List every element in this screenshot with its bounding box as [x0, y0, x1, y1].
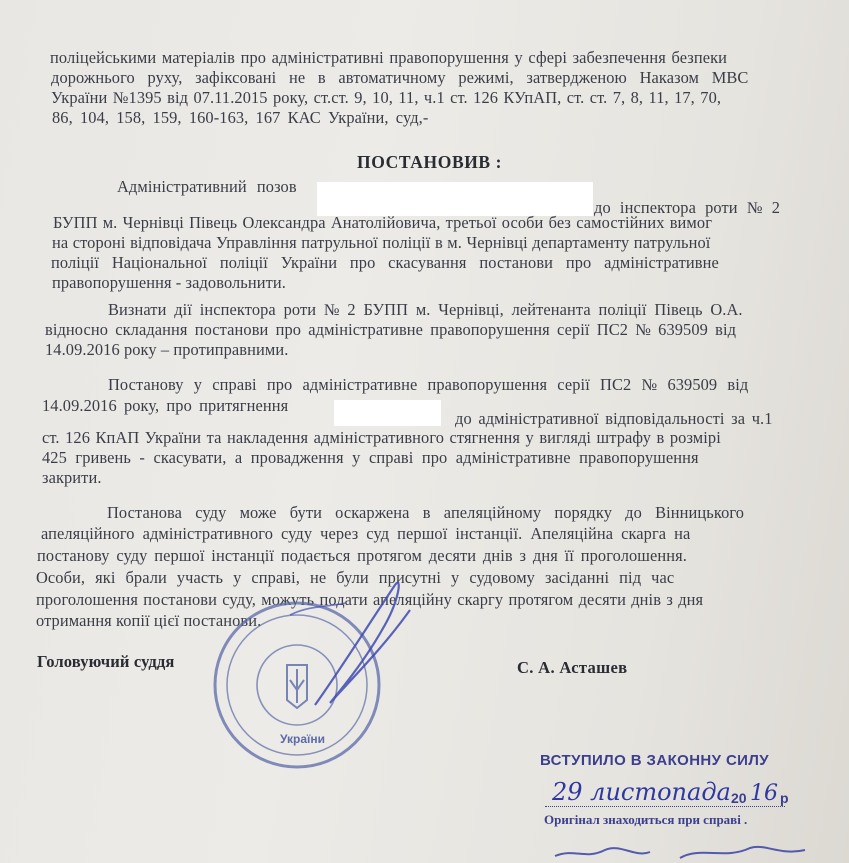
- resolution-heading: ПОСТАНОВИВ :: [357, 152, 503, 172]
- text-line: Адміністративний позов: [117, 177, 297, 196]
- seal-label: України: [280, 732, 326, 746]
- text-line: Визнати дії інспектора роти № 2 БУПП м. Чернівці, лейтенанта поліції Півець О.А.: [108, 300, 743, 319]
- judge-signature: [270, 575, 420, 720]
- stamp-year-handwritten: 16: [750, 781, 778, 806]
- text-line: 14.09.2016 року – протиправними.: [45, 340, 289, 359]
- text-line: проголошення постанови суду, можуть подати апеляційну скаргу протягом десяти днів з дня: [36, 590, 704, 609]
- text-line: 425 гривень - скасувати, а провадження у справі про адміністративне правопорушення: [42, 448, 699, 467]
- judge-name: С. А. Асташев: [517, 658, 628, 677]
- text-line: України №1395 від 07.11.2015 року, ст.ст. 9, 10, 11, ч.1 ст. 126 КУпАП, ст. ст. 7, 8, 11, 17, 70,: [51, 88, 722, 107]
- redaction-box: [317, 182, 593, 216]
- stamp-date-underline: [545, 806, 785, 807]
- text-line: апеляційного адміністративного суду через суд першої інстанції. Апеляційна скарга на: [41, 524, 691, 543]
- text-line: БУПП м. Чернівці Півець Олександра Анатолійовича, третьої особи без самостійних вимог: [53, 213, 713, 232]
- text-line: 14.09.2016 року, про притягнення: [42, 396, 289, 415]
- text-line: Постанову у справі про адміністративне правопорушення серії ПС2 № 639509 від: [108, 375, 749, 394]
- text-line: дорожнього руху, зафіксовані не в автоматичному режимі, затвердженою Наказом МВС: [51, 68, 749, 87]
- text-line: отримання копії цієї постанови.: [36, 611, 262, 630]
- bottom-signature-fragment: [550, 838, 810, 863]
- stamp-year-suffix: р: [780, 790, 789, 806]
- stamp-year-prefix: 20: [731, 790, 747, 806]
- text-line: відносно складання постанови про адміністративне правопорушення серії ПС2 № 639509 від: [45, 320, 737, 339]
- text-line: ст. 126 КпАП України та накладення адміністративного стягнення у вигляді штрафу в розмірі: [42, 428, 721, 447]
- text-line: на стороні відповідача Управління патрульної поліції в м. Чернівці департаменту патрульної: [52, 233, 711, 252]
- text-line: до адміністративної відповідальності за ч.1: [455, 409, 773, 428]
- stamp-original-note: Оригінал знаходиться при справі .: [544, 812, 748, 827]
- presiding-judge-label: Головуючий суддя: [37, 652, 175, 671]
- text-line: Постанова суду може бути оскаржена в апеляційному порядку до Вінницького: [107, 503, 745, 522]
- text-line: поліцейськими матеріалів про адміністративні правопорушення у сфері забезпечення безпеки: [50, 48, 728, 67]
- text-line: закрити.: [42, 468, 102, 487]
- text-line: правопорушення - задовольнити.: [52, 273, 286, 292]
- text-line: до інспектора роти № 2: [594, 198, 781, 217]
- text-line: постанову суду першої інстанції подається протягом десяти днів з дня її проголошення.: [37, 546, 687, 565]
- text-line: Особи, які брали участь у справі, не були присутні у судовому засіданні під час: [36, 568, 675, 587]
- text-line: поліції Національної поліції України про скасування постанови про адміністративне: [51, 253, 719, 272]
- entry-into-force-stamp-title: ВСТУПИЛО В ЗАКОННУ СИЛУ: [540, 752, 770, 769]
- text-line: 86, 104, 158, 159, 160-163, 167 КАС України, суд,-: [52, 108, 429, 127]
- stamp-date-handwritten: 29 листопада: [552, 778, 731, 806]
- redaction-box: [334, 400, 441, 426]
